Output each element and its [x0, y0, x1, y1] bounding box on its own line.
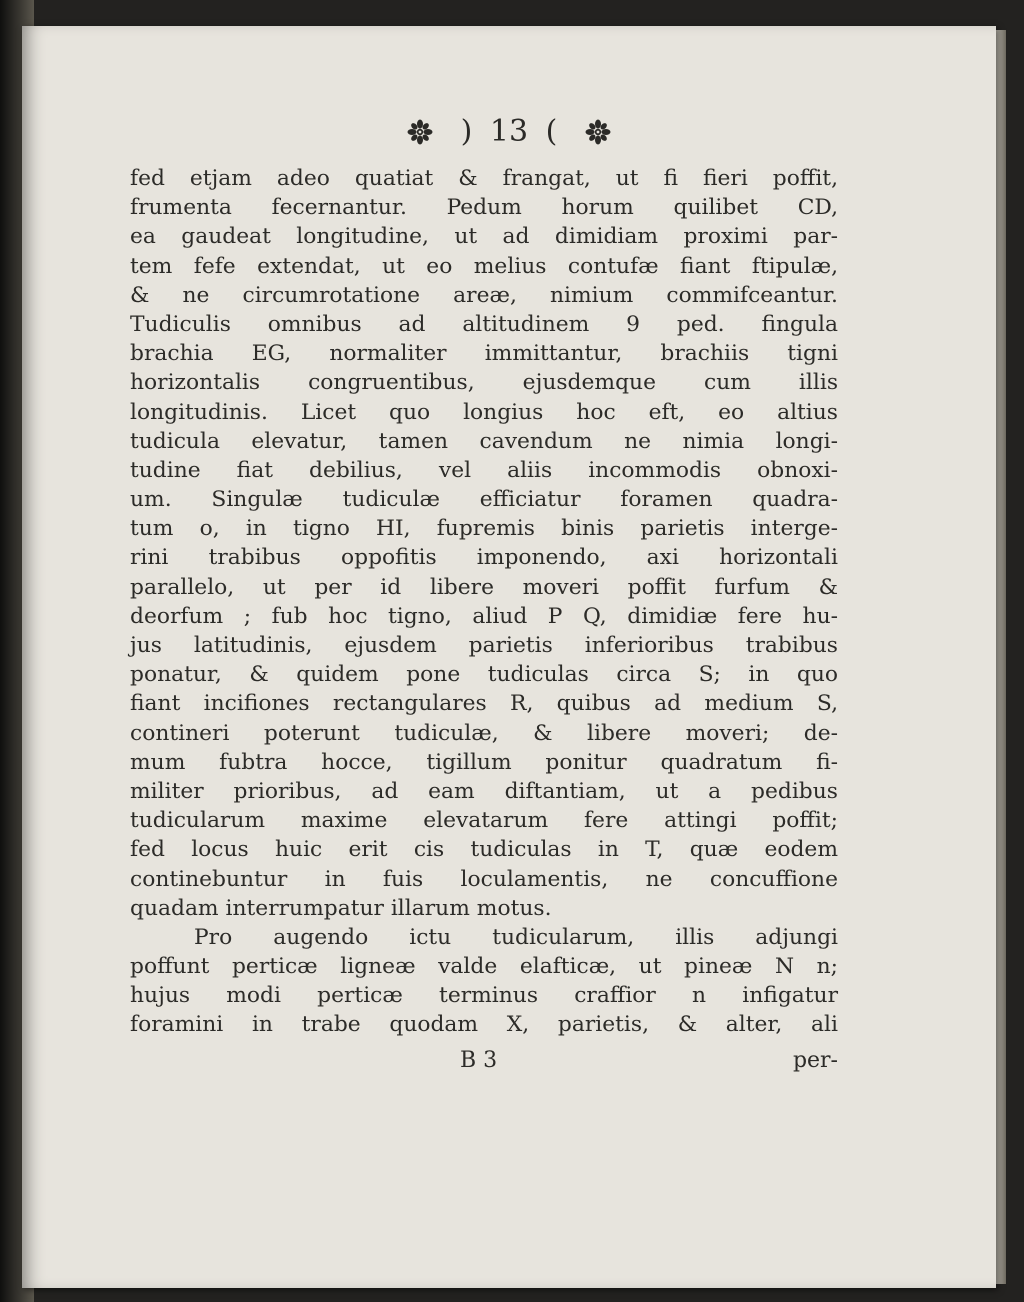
text-line: longitudinis. Licet quo longius hoc eft, eo altius	[130, 399, 838, 425]
text-line: Tudiculis omnibus ad altitudinem 9 ped. fingula	[130, 311, 838, 337]
book-page	[22, 26, 996, 1288]
left-paren: )	[460, 114, 473, 149]
text-line: horizontalis congruentibus, ejusdemque cum illis	[130, 370, 838, 396]
text-line: tudicula elevatur, tamen cavendum ne nimia longi-	[130, 428, 838, 454]
catchword: per-	[792, 1048, 838, 1073]
text-line: & ne circumrotatione areæ, nimium commifceantur.	[130, 282, 838, 308]
text-line: foramini in trabe quodam X, parietis, & alter, ali	[130, 1012, 838, 1038]
page-edge	[996, 30, 1006, 1284]
page-number: 13	[489, 114, 529, 149]
text-line: tudicularum maxime elevatarum fere attingi poffit;	[130, 808, 838, 834]
text-line: militer prioribus, ad eam diftantiam, ut a pedibus	[130, 778, 838, 804]
text-line: hujus modi perticæ terminus craffior n infigatur	[130, 983, 838, 1009]
text-line: contineri poterunt tudiculæ, & libere moveri; de-	[130, 720, 838, 746]
text-line: frumenta fecernantur. Pedum horum quilibet CD,	[130, 195, 838, 221]
right-paren: (	[545, 114, 558, 149]
text-line: rini trabibus oppofitis imponendo, axi horizontali	[130, 545, 838, 571]
flower-ornament-icon	[585, 119, 611, 145]
text-line: mum fubtra hocce, tigillum ponitur quadratum fi-	[130, 749, 838, 775]
text-line: tudine fiat debilius, vel aliis incommodis obnoxi-	[130, 457, 838, 483]
signature-mark: B 3	[460, 1048, 498, 1073]
text-line: ea gaudeat longitudine, ut ad dimidiam proximi par-	[130, 224, 838, 250]
text-line: fed locus huic erit cis tudiculas in T, quæ eodem	[130, 837, 838, 863]
text-line: brachia EG, normaliter immittantur, brachiis tigni	[130, 341, 838, 367]
text-line: ponatur, & quidem pone tudiculas circa S; in quo	[130, 662, 838, 688]
text-line: quadam interrumpatur illarum motus.	[130, 895, 552, 921]
text-line: jus latitudinis, ejusdem parietis inferioribus trabibus	[130, 633, 838, 658]
flower-ornament-icon	[407, 119, 433, 145]
text-line: parallelo, ut per id libere moveri poffit furfum &	[130, 574, 838, 600]
text-line: tem fefe extendat, ut eo melius contufæ fiant ftipulæ,	[130, 253, 838, 279]
running-head	[22, 114, 996, 149]
text-line: Pro augendo ictu tudicularum, illis adjungi	[194, 924, 838, 950]
text-line: tum o, in tigno HI, fupremis binis parietis interge-	[130, 516, 838, 542]
text-line: continebuntur in fuis loculamentis, ne concuffione	[130, 866, 838, 892]
body-text	[130, 164, 838, 1040]
text-line: um. Singulæ tudiculæ efficiatur foramen quadra-	[130, 487, 838, 513]
text-line: fed etjam adeo quatiat & frangat, ut fi fieri poffit,	[130, 166, 838, 191]
text-line: fiant incifiones rectangulares R, quibus ad medium S,	[130, 691, 838, 717]
text-line: poffunt perticæ ligneæ valde elafticæ, ut pineæ N n;	[130, 954, 838, 980]
text-line: deorfum ; fub hoc tigno, aliud P Q, dimidiæ fere hu-	[130, 603, 838, 629]
